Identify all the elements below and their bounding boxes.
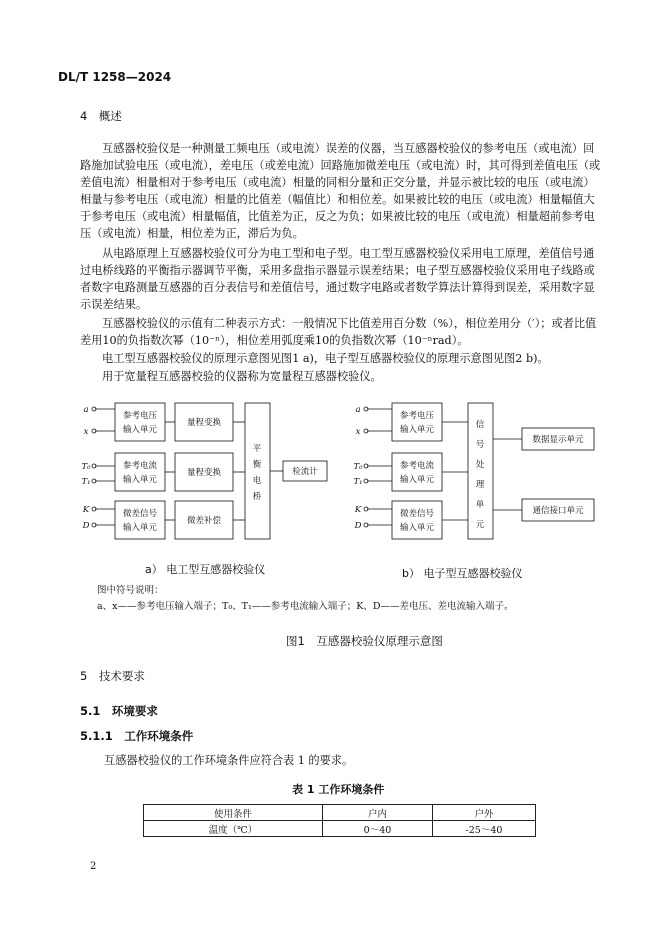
table-header-cell: 户外 [433, 805, 536, 821]
left-term-x: x [83, 427, 89, 437]
right-diff-box [392, 501, 442, 539]
right-diff-l2: 输入单元 [399, 523, 435, 533]
right-input-wires [367, 409, 392, 525]
figure-caption-a: a） 电工型互感器校验仪 [145, 563, 266, 576]
right-term-k: K [354, 505, 362, 515]
right-ref-current-l1: 参考电流 [399, 461, 435, 471]
left-bridge-box [245, 403, 270, 539]
figure-legend: a、x——参考电压输入端子；T₀、T₁——参考电流输入端子；K、D——差电压、差电流输入端子。 [97, 601, 514, 612]
right-ref-current-l2: 输入单元 [399, 475, 435, 485]
table-cell: -25～40 [433, 821, 536, 837]
left-ref-current-box [115, 453, 165, 491]
left-bridge-c1: 平 [252, 444, 262, 454]
right-proc-c4: 理 [475, 480, 485, 490]
left-term-t0: T₀ [81, 462, 91, 472]
section-4-title: 4 概述 [80, 109, 122, 123]
paragraph-2: 从电路原理上互感器校验仪可分为电工型和电子型。电工型互感器校验仪采用电工原理，差值信号通过电桥线路的平衡指示器调节平衡，采用多盘指示器显示误差结果；电子型互感器校验仪采用电子线路或者数字电路测量互感器的百分表信号和差值信号，通过数字电路或者数学算法计算得到误差，采用数字显示误差结果。 [80, 247, 595, 311]
left-ref-voltage-box [115, 403, 165, 441]
left-term-d: D [82, 521, 90, 531]
right-term-d: D [354, 521, 362, 531]
right-ref-current-box [392, 453, 442, 491]
right-display-label: 数据显示单元 [532, 435, 584, 445]
right-proc-c3: 处 [475, 460, 485, 470]
right-diff-l1: 微差信号 [399, 509, 435, 519]
right-ref-voltage-box [392, 403, 442, 441]
table-header-cell: 使用条件 [144, 805, 323, 821]
table-1-title: 表 1 工作环境条件 [292, 783, 385, 796]
left-input-wires [95, 409, 115, 525]
right-ref-voltage-l1: 参考电压 [399, 411, 435, 421]
left-diff-l2: 输入单元 [122, 523, 158, 533]
left-ref-voltage-l2: 输入单元 [122, 425, 158, 435]
left-connectors [165, 422, 283, 520]
page-number: 2 [90, 861, 97, 872]
left-term-k: K [82, 505, 90, 515]
left-term-a: a [83, 405, 89, 415]
right-proc-c1: 信 [475, 420, 485, 430]
right-term-a: a [355, 405, 361, 415]
left-ref-current-l2: 输入单元 [122, 475, 158, 485]
figure-caption-b: b） 电子型互感器校验仪 [402, 567, 523, 580]
paragraph-4: 电工型互感器校验仪的原理示意图见图1 a)，电子型互感器校验仪的原理示意图见图2 b)。 [102, 352, 549, 365]
left-term-t1: T₁ [81, 477, 91, 487]
right-proc-c5: 单 [475, 500, 485, 510]
table-header-row [144, 805, 536, 821]
figure-diagram [0, 395, 662, 560]
right-term-x: x [355, 427, 361, 437]
left-range1-label: 量程变换 [186, 418, 222, 428]
paragraph-3: 互感器校验仪的示值有二种表示方式：一般情况下比值差用百分数（%），相位差用分（′）；或者比值差用10的负指数次幂（10⁻ⁿ），相位差用弧度乘10的负指数次幂（10⁻ⁿrad）。 [80, 317, 597, 347]
right-term-t0: T₀ [353, 462, 363, 472]
table-row [144, 821, 536, 837]
left-diff-box [115, 501, 165, 539]
document-code: DL/T 1258—2024 [58, 70, 172, 84]
left-bridge-c4: 桥 [252, 492, 262, 502]
figure-title: 图1 互感器校验仪原理示意图 [286, 634, 443, 648]
right-term-t1: T₁ [353, 477, 363, 487]
table-cell: 温度（℃） [144, 821, 323, 837]
section-5-1-1-text: 互感器校验仪的工作环境条件应符合表 1 的要求。 [104, 754, 354, 767]
left-detector-label: 检流计 [292, 467, 318, 477]
right-ref-voltage-l2: 输入单元 [399, 425, 435, 435]
right-proc-c6: 元 [475, 520, 485, 530]
left-ref-current-l1: 参考电流 [122, 461, 158, 471]
left-comp-label: 微差补偿 [186, 516, 222, 526]
left-bridge-c3: 电 [252, 476, 262, 486]
left-bridge-c2: 衡 [252, 460, 262, 470]
table-header-cell: 户内 [323, 805, 433, 821]
left-diff-l1: 微差信号 [122, 509, 158, 519]
left-range2-label: 量程变换 [186, 468, 222, 478]
table-1 [143, 804, 536, 837]
section-5-1-title: 5.1 环境要求 [80, 704, 158, 718]
right-comm-label: 通信接口单元 [532, 506, 584, 516]
section-5-1-1-title: 5.1.1 工作环境条件 [80, 729, 194, 743]
figure-legend-title: 图中符号说明： [97, 585, 164, 596]
right-proc-c2: 号 [475, 440, 485, 450]
paragraph-1: 互感器校验仪是一种测量工频电压（或电流）误差的仪器，当互感器校验仪的参考电压（或电流）回路施加试验电压（或电流），差电压（或差电流）回路施加微差电压（或电流）时，其可得到差值电压（或差值电流）相量相对于参考电压（或电流）相量的同相分量和正交分量，并显示被比较的电压（或电流）相量与参考电压（或电流）相量的比值差（幅值比）和相位差。如果被比较的电压（或电流）相量幅值大于参考电压（或电流）相量幅值，比值差为正，反之为负；如果被比较的电压（或电流）相量超前参考电压（或电流）相量，相位差为正，滞后为负。 [80, 142, 601, 240]
table-cell: 0～40 [323, 821, 433, 837]
paragraph-5: 用于宽量程互感器校验的仪器称为宽量程互感器校验仪。 [102, 370, 382, 383]
section-5-title: 5 技术要求 [80, 669, 145, 683]
left-ref-voltage-l1: 参考电压 [122, 411, 158, 421]
